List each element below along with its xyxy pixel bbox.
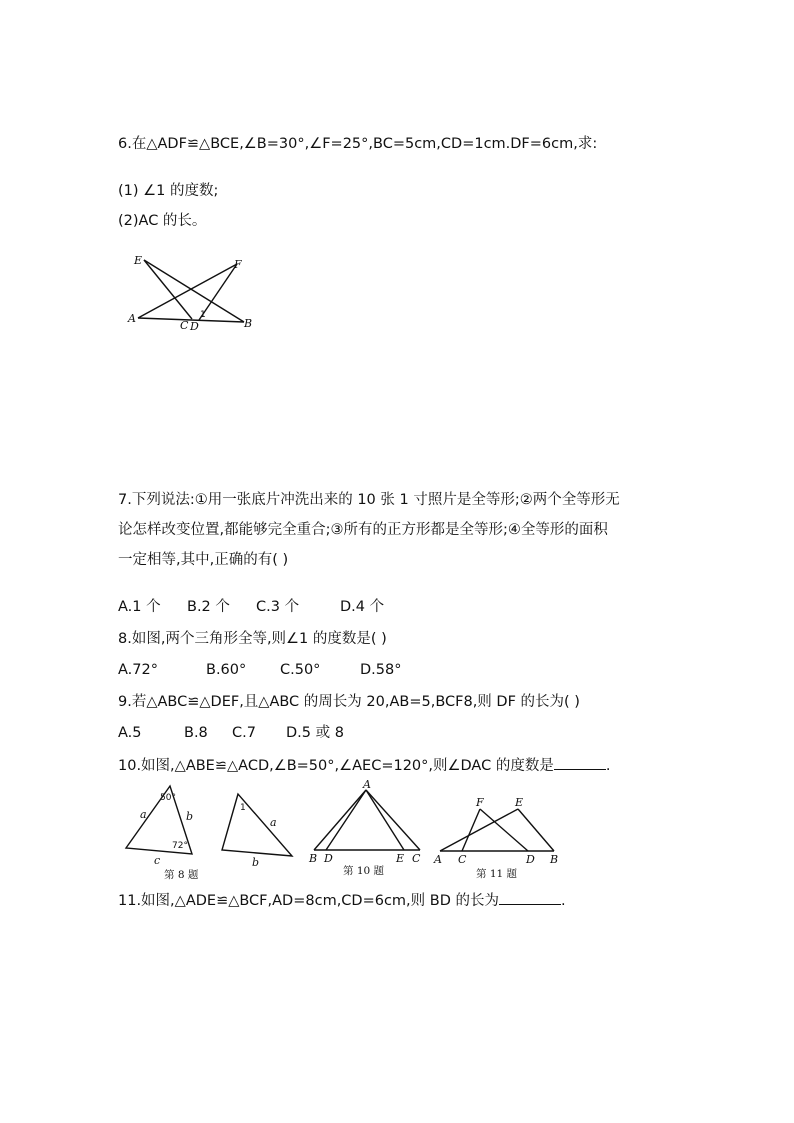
label-D-fig10: D [324,852,333,865]
q9-stem: 9.若△ABC≌△DEF,且△ABC 的周长为 20,AB=5,BCF8,则 DF 的长为( ) [118,694,580,710]
q9-option-b: B.8 [184,725,208,741]
label-c: c [154,854,161,867]
label-E: E [134,254,143,267]
fig10-caption: 第 10 题 [343,865,385,877]
q10-answer-blank[interactable] [554,755,606,770]
label-C: C [180,319,189,332]
q9-option-d: D.5 或 8 [286,725,344,741]
label-C-fig10: C [412,852,421,865]
fig11-caption: 第 11 题 [476,868,518,880]
label-angle-50: 50° [160,793,176,803]
segment-EA [440,809,518,851]
segment-AB [314,790,366,850]
segment-EB [518,809,554,851]
q8-option-b: B.60° [206,662,247,678]
segment-AD [326,790,366,850]
segment-AE [366,790,404,850]
label-a: a [140,808,147,821]
fig8-triangle-a [124,784,204,881]
segment-AC [366,790,420,850]
q7-line1: 7.下列说法:①用一张底片冲洗出来的 10 张 1 寸照片是全等形;②两个全等形无 [118,492,620,508]
q10-stem-text: 10.如图,△ABE≌△ACD,∠B=50°,∠AEC=120°,则∠DAC 的度数是 [118,758,554,774]
q9-option-c: C.7 [232,725,256,741]
q8-option-a: A.72° [118,662,158,678]
q10-stem [118,755,610,776]
fig11 [432,795,572,890]
q10-stem-end: . [605,758,611,774]
label-angle-1-fig8: 1 [240,803,246,813]
segment-FC [462,809,480,851]
fig10 [308,780,428,875]
q6-figure [120,252,270,332]
segment-EB [144,260,244,322]
label-F: F [234,258,242,271]
label-B-fig11: B [550,853,559,866]
label-b: b [186,810,194,823]
label-F-fig11: F [476,796,484,809]
label-A: A [128,312,136,325]
q11-stem [118,890,566,911]
q9-option-a: A.5 [118,725,142,741]
triangle-def [222,794,292,856]
q7-option-c: C.3 个 [256,599,300,615]
label-angle-1: 1 [200,310,206,320]
q7-option-a: A.1 个 [118,599,161,615]
label-D-fig11: D [526,853,535,866]
q7-option-b: B.2 个 [187,599,230,615]
q11-answer-blank[interactable] [499,890,561,905]
label-A-fig10: A [363,778,371,791]
q8-stem: 8.如图,两个三角形全等,则∠1 的度数是( ) [118,631,387,647]
label-angle-72: 72° [172,841,188,851]
q11-stem-end: . [561,893,566,909]
label-D: D [190,320,199,333]
label-E-fig10: E [396,852,405,865]
label-C-fig11: C [458,853,467,866]
label-a-fig8b: a [270,816,277,829]
fig8-triangle-b [218,790,308,870]
q7-line2: 论怎样改变位置,都能够完全重合;③所有的正方形都是全等形;④全等形的面积 [118,522,608,538]
label-B-fig10: B [309,852,318,865]
q7-line3: 一定相等,其中,正确的有( ) [118,552,289,568]
label-E-fig11: E [515,796,524,809]
q7-option-d: D.4 个 [340,599,385,615]
segment-FA [138,264,237,318]
q11-stem-text: 11.如图,△ADE≌△BCF,AD=8cm,CD=6cm,则 BD 的长为 [118,893,499,909]
q6-stem: 6.在△ADF≌△BCE,∠B=30°,∠F=25°,BC=5cm,CD=1cm.DF=6cm,求: [118,136,598,152]
q6-part1: (1) ∠1 的度数; [118,183,219,199]
segment-FD [480,809,528,851]
q6-part2: (2)AC 的长。 [118,213,207,229]
label-B: B [244,317,253,330]
label-b-fig8b: b [252,856,260,869]
q8-option-c: C.50° [280,662,321,678]
q8-option-d: D.58° [360,662,402,678]
label-A-fig11: A [434,853,442,866]
fig8-caption: 第 8 题 [164,869,199,881]
